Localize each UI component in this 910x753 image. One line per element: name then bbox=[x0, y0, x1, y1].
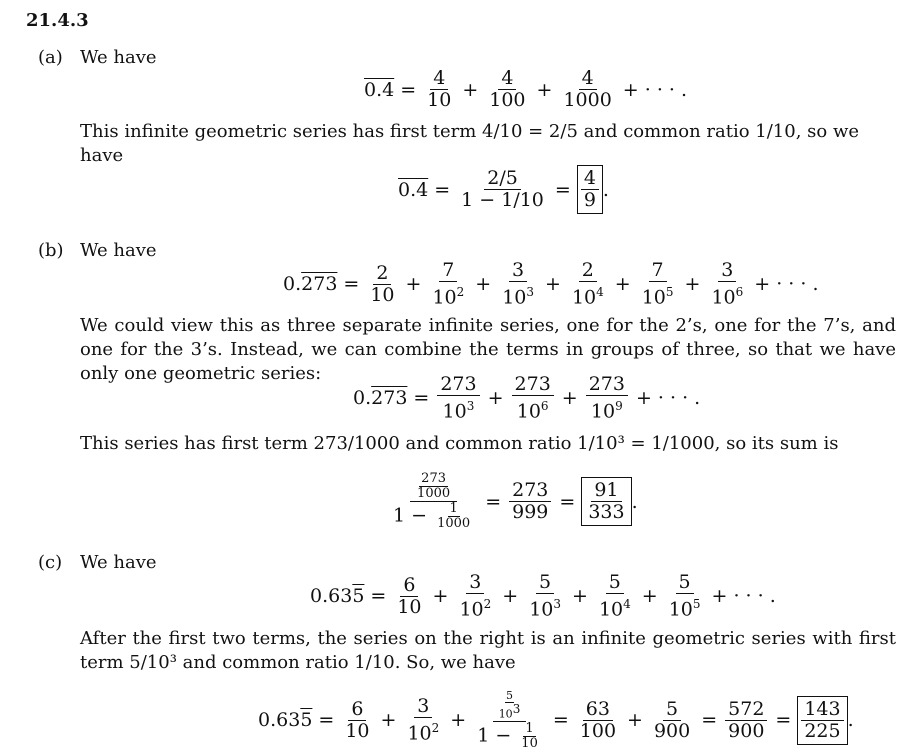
answer-box: 4 9 bbox=[577, 165, 603, 214]
fraction: $\frac{3}{10^3}$ bbox=[502, 259, 535, 309]
fraction: $\frac{5}{900}$ bbox=[653, 697, 691, 742]
part-b-explanation: We could view this as three separate infinite series, one for the 2’s, one for the 7’s, and one for the 3’s. Instead, we can combine the terms in groups of three, so that we have only one geometric series: bbox=[80, 315, 896, 384]
fraction: $\frac{2}{10^4}$ bbox=[571, 259, 604, 309]
repeating-digits: 273 bbox=[371, 387, 408, 410]
part-c-label: (c) bbox=[38, 552, 63, 573]
solution-number: 21.4.3 bbox=[26, 10, 89, 31]
part-b-header bbox=[38, 240, 157, 261]
fraction: $\frac{273}{10^9}$ bbox=[586, 374, 628, 422]
fraction: $\frac{273}{10^6}$ bbox=[512, 374, 554, 422]
part-a-intro: We have bbox=[80, 47, 157, 68]
part-b-sum-text: This series has first term 273/1000 and common ratio 1/10³ = 1/1000, so its sum is bbox=[80, 433, 839, 454]
part-c-explanation: After the first two terms, the series on the right is an infinite geometric series with first term 5/10³ and common ratio 1/10. So, we have bbox=[80, 628, 896, 673]
part-a-header bbox=[38, 47, 157, 68]
repeating-digit: 5 bbox=[352, 585, 365, 608]
fraction: $\frac{7}{10^2}$ bbox=[432, 259, 465, 309]
fraction: $\frac{273}{999}$ bbox=[509, 480, 551, 523]
repeating-decimal: 0.4 bbox=[364, 78, 395, 101]
part-c-header bbox=[38, 552, 157, 573]
part-b-grouped-series: 0.273 = $\frac{273}{10^3}$ + $\frac{273}{10^6}$ + $\frac{273}{10^9}$ + · · · . bbox=[353, 373, 701, 423]
fraction: $\frac{2}{10}$ bbox=[370, 261, 395, 306]
complex-fraction: $\frac{273}{1000}$ 1 − $\frac{1}{1000}$ bbox=[393, 471, 471, 531]
fraction: $\frac{2/5}{1 - 1/10}$ bbox=[461, 167, 544, 211]
fraction: $\frac{6}{10}$ bbox=[397, 573, 422, 618]
part-a-series-equation: 0.4 = $\frac{4}{10}$ + $\frac{4}{100}$ + $\frac{4}{1000}$ + · · · . bbox=[364, 67, 688, 111]
answer-box: 143 225 bbox=[797, 696, 847, 745]
part-a-sum-equation: 0.4 = $\frac{2/5}{1 - 1/10}$ = 4 9 . bbox=[398, 165, 609, 214]
repeating-digits: 273 bbox=[301, 273, 338, 296]
fraction: $\frac{4}{10}$ bbox=[427, 67, 452, 111]
part-b-intro: We have bbox=[80, 240, 157, 261]
fraction: $\frac{273}{10^3}$ bbox=[437, 374, 479, 422]
repeating-digit: 5 bbox=[300, 709, 313, 732]
fraction: $\frac{3}{10^2}$ bbox=[459, 571, 492, 621]
fraction: $\frac{3}{10^2}$ bbox=[407, 695, 440, 745]
answer-box: 91 333 bbox=[581, 477, 631, 526]
repeating-decimal: 0.4 bbox=[398, 178, 429, 201]
part-a-label: (a) bbox=[38, 47, 63, 68]
complex-fraction: $\frac{5}{10^3}$ 1 − $\frac{1}{10}$ bbox=[477, 689, 538, 751]
part-b-series-equation: 0.273 = $\frac{2}{10}$ + $\frac{7}{10^2}$ + $\frac{3}{10^3}$ + $\frac{2}{10^4}$ + $\frac{7}{10^5}$ + $\frac{3}{10^6}$ + · · · . bbox=[283, 259, 819, 309]
fraction: $\frac{4}{1000}$ bbox=[563, 67, 612, 111]
fraction: $\frac{7}{10^5}$ bbox=[641, 259, 674, 309]
part-c-sum-equation: 0.635 = $\frac{6}{10}$ + $\frac{3}{10^2}$ + $\frac{5}{10^3}$ 1 − $\frac{1}{10}$ = $\frac{63}{100}$ + $\frac{5}{900}$ = $\frac{572}{900}$ = 143 225 . bbox=[258, 689, 854, 751]
fraction: $\frac{4}{100}$ bbox=[489, 67, 526, 111]
part-a-explanation: This infinite geometric series has first term 4/10 = 2/5 and common ratio 1/10, so we have bbox=[80, 121, 860, 166]
fraction: $\frac{6}{10}$ bbox=[345, 697, 370, 742]
part-b-label: (b) bbox=[38, 240, 64, 261]
part-c-intro: We have bbox=[80, 552, 157, 573]
fraction: $\frac{572}{900}$ bbox=[725, 699, 767, 742]
part-b-sum-equation: $\frac{273}{1000}$ 1 − $\frac{1}{1000}$ = $\frac{273}{999}$ = 91 333 . bbox=[388, 472, 638, 531]
fraction: $\frac{5}{10^4}$ bbox=[598, 571, 631, 621]
fraction: $\frac{3}{10^6}$ bbox=[711, 259, 744, 309]
fraction: $\frac{63}{100}$ bbox=[579, 697, 617, 742]
fraction: $\frac{5}{10^3}$ bbox=[529, 571, 562, 621]
fraction: $\frac{5}{10^5}$ bbox=[668, 571, 701, 621]
part-c-series-equation: 0.635 = $\frac{6}{10}$ + $\frac{3}{10^2}$ + $\frac{5}{10^3}$ + $\frac{5}{10^4}$ + $\frac{5}{10^5}$ + · · · . bbox=[310, 571, 776, 621]
